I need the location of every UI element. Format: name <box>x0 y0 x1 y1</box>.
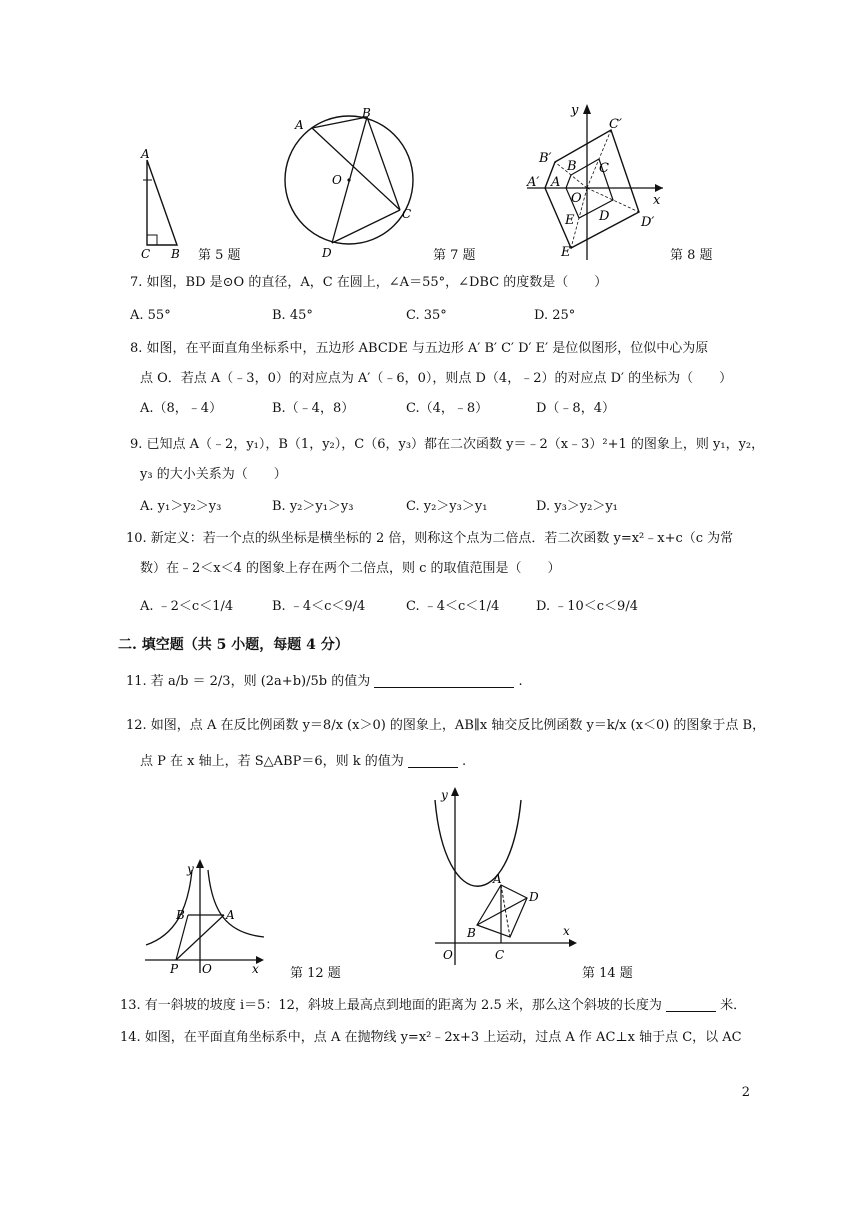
fig8-label-d: D <box>599 209 610 224</box>
fig5-label-b: B <box>171 247 180 261</box>
figure-q14 <box>425 785 580 970</box>
fig14-label-b: B <box>467 926 476 940</box>
q7-option-a: A. 55° <box>130 308 171 323</box>
q9-option-d: D. y₃＞y₂＞y₁ <box>536 499 618 514</box>
fig14-label-x: x <box>563 924 570 938</box>
fig8-label-d-prime: D′ <box>641 215 655 230</box>
figure-q7 <box>282 105 422 265</box>
fig8-label-c-prime: C′ <box>609 117 622 132</box>
q9-option-c: C. y₂＞y₃＞y₁ <box>406 499 488 514</box>
figure-q5 <box>135 140 195 265</box>
caption-q7: 第 7 题 <box>433 248 476 263</box>
fig12-label-p: P <box>170 962 179 976</box>
figure-q12 <box>140 855 270 980</box>
fig8-label-o: O <box>571 191 582 206</box>
q10-option-b: B. ﹣4＜c＜9/4 <box>272 599 366 614</box>
answer-blank-13[interactable] <box>666 999 716 1012</box>
caption-q14: 第 14 题 <box>582 966 633 981</box>
fig14-label-o: O <box>443 948 453 962</box>
q8-option-d: D（﹣8，4） <box>536 401 615 416</box>
question-7: 7. 如图，BD 是⊙O 的直径，A，C 在圆上，∠A＝55°，∠DBC 的度数是（ ） <box>130 275 608 290</box>
question-13 <box>120 996 746 1016</box>
question-11: 11. 若 a/b ＝ 2/3，则 (2a+b)/5b 的值为 . <box>126 674 523 689</box>
q10-option-c: C. ﹣4＜c＜1/4 <box>406 599 500 614</box>
fig5-label-c: C <box>141 247 151 261</box>
question-10-line2: 数）在﹣2＜x＜4 的图象上存在两个二倍点，则 c 的取值范围是（ ） <box>140 561 561 576</box>
fig7-label-c: C <box>402 207 412 221</box>
fig14-label-y: y <box>441 788 448 802</box>
question-11-text: 11. 若 a/b ＝ 2/3，则 (2a+b)/5b 的值为 <box>126 674 371 689</box>
q9-option-a: A. y₁＞y₂＞y₃ <box>140 499 222 514</box>
question-9-line2: y₃ 的大小关系为（ ） <box>140 467 287 482</box>
q8-option-c: C.（4，﹣8） <box>406 401 489 416</box>
fig14-label-c: C <box>495 948 505 962</box>
caption-q12: 第 12 题 <box>290 966 341 981</box>
q7-option-d: D. 25° <box>534 308 576 323</box>
fig7-label-a: A <box>295 118 304 132</box>
fig12-label-a: A <box>226 908 235 922</box>
fig8-label-e: E <box>565 213 575 228</box>
fig7-label-b: B <box>362 106 371 120</box>
question-14: 14. 如图，在平面直角坐标系中，点 A 在抛物线 y=x²﹣2x+3 上运动，过点 A 作 AC⊥x 轴于点 C，以 AC <box>120 1030 742 1045</box>
answer-blank-12[interactable] <box>408 755 458 768</box>
fig8-label-y: y <box>571 103 579 118</box>
page-number: 2 <box>741 1085 750 1100</box>
fig8-label-x: x <box>653 193 661 208</box>
fig5-label-a: A <box>141 147 150 161</box>
fig8-label-e-prime: E′ <box>561 245 574 260</box>
fig12-label-x: x <box>252 962 259 976</box>
q7-option-b: B. 45° <box>272 308 313 323</box>
question-13-unit: 米． <box>720 998 747 1013</box>
question-13-text: 13. 有一斜坡的坡度 i＝5：12，斜坡上最高点到地面的距离为 2.5 米，那么这个斜坡的长度为 <box>120 998 662 1013</box>
fig12-label-o: O <box>202 962 212 976</box>
fig12-label-b: B <box>176 908 185 922</box>
q10-option-a: A. ﹣2＜c＜1/4 <box>140 599 234 614</box>
caption-q8: 第 8 题 <box>670 248 713 263</box>
question-12-line2-text: 点 P 在 x 轴上，若 S△ABP＝6，则 k 的值为 <box>140 754 404 769</box>
q7-option-c: C. 35° <box>406 308 447 323</box>
question-8: 8. 如图，在平面直角坐标系中，五边形 ABCDE 与五边形 A′ B′ C′ D′ E′ 是位似图形，位似中心为原 <box>130 341 709 356</box>
fig8-label-b: B <box>567 159 577 174</box>
fig7-label-o: O <box>332 173 342 187</box>
q9-option-b: B. y₂＞y₁＞y₃ <box>272 499 354 514</box>
fig12-label-y: y <box>187 862 194 876</box>
q10-option-d: D. ﹣10＜c＜9/4 <box>536 599 638 614</box>
answer-blank-11[interactable] <box>374 675 514 688</box>
fig8-label-c: C <box>599 161 609 176</box>
fig8-label-a: A <box>551 175 561 190</box>
q8-option-b: B.（﹣4，8） <box>272 401 355 416</box>
fig7-label-d: D <box>322 246 332 260</box>
question-10: 10. 新定义：若一个点的纵坐标是横坐标的 2 倍，则称这个点为二倍点．若二次函数 y=x²﹣x+c（c 为常 <box>126 531 734 546</box>
fig14-label-d: D <box>529 890 539 904</box>
fig8-label-b-prime: B′ <box>539 151 552 166</box>
figure-q8 <box>515 100 665 262</box>
question-12-line2: 点 P 在 x 轴上，若 S△ABP＝6，则 k 的值为 . <box>140 754 467 769</box>
question-8-line2: 点 O．若点 A（﹣3，0）的对应点为 A′（﹣6，0），则点 D（4，﹣2）的对应点 D′ 的坐标为（ ） <box>140 371 733 386</box>
q8-option-a: A.（8，﹣4） <box>140 401 223 416</box>
fig14-label-a: A <box>493 872 502 886</box>
section-2-heading: 二. 填空题（共 5 小题，每题 4 分） <box>118 637 349 653</box>
question-9: 9. 已知点 A（﹣2，y₁），B（1，y₂），C（6，y₃）都在二次函数 y＝﹣2（x﹣3）²+1 的图象上，则 y₁，y₂， <box>130 437 765 452</box>
caption-q5: 第 5 题 <box>198 248 241 263</box>
question-12: 12. 如图，点 A 在反比例函数 y＝8/x (x＞0) 的图象上，AB∥x 轴交反比例函数 y＝k/x (x＜0) 的图象于点 B， <box>126 718 766 733</box>
fig8-label-a-prime: A′ <box>527 175 540 190</box>
